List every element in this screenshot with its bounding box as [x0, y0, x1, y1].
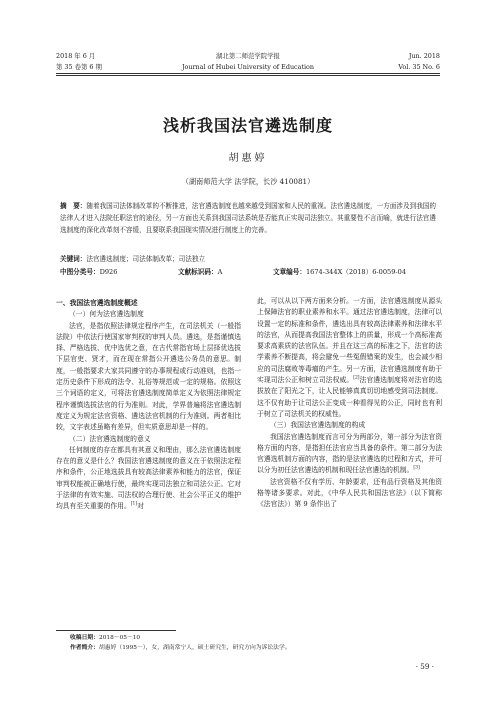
- doc-code-label: 文献标识码：: [178, 268, 218, 276]
- body-column-right: [257, 296, 442, 511]
- citation-ref: [2]: [353, 375, 360, 381]
- keywords: [60, 254, 436, 264]
- header-rule-top: [56, 73, 440, 74]
- body-paragraph: 法官资格不仅有学历、年龄要求，还有品行资格及其他资格等诸多要求。对此，《中华人民共和国法官法》（以下简称《法官法》）第 9 条作出了: [257, 477, 442, 509]
- header-journal-cn: 湖北第二师范学院学报: [216, 52, 280, 60]
- page-number: · 59 ·: [415, 662, 434, 671]
- citation-ref: [1]: [130, 502, 138, 508]
- footnote-author: [70, 644, 440, 653]
- header-volume-cn: 第 35 卷第 6 期: [56, 63, 102, 71]
- article-no-value: 1674-344X（2018）6-0059-04: [305, 268, 407, 276]
- abstract-text: 随着我国司法体制改革的不断推进，法官遴选制度也越来越受到国家和人民的重视。法官遴选制度，一方面涉及到我国的法律人才进入法院任职法官的途径，另一方面也关系到我国司法系统是否能真正实现司法独立。其重要性不言而喻，就进行法官遴选制度的深化改革刻不容缓，且要联系我国现实情况进行制度上的完善。: [60, 202, 437, 234]
- article-author: 胡惠婷: [228, 153, 268, 164]
- body-column-left: [56, 296, 241, 513]
- body-paragraph: [56, 445, 241, 513]
- citation-ref: [3]: [413, 466, 420, 472]
- body-paragraph: [257, 432, 442, 477]
- header-date-cn: 2018 年 6 月: [56, 52, 96, 60]
- article-title: 浅析我国法官遴选制度: [162, 116, 333, 135]
- body-paragraph: [257, 296, 442, 420]
- doc-code-value: A: [217, 268, 223, 276]
- received-label: 收稿日期：: [70, 635, 99, 641]
- section-heading: 一、我国法官遴选制度概述: [56, 299, 138, 307]
- subsection-heading: （一）何为法官遴选制度: [69, 310, 144, 319]
- keywords-label: 关键词：: [60, 255, 87, 263]
- keywords-text: 法官遴选制度；司法体制改革；司法独立: [86, 255, 206, 263]
- paragraph-text: 任何制度的存在都具有其意义和理由，那么法官遴选制度存在的意义是什么？我国法官遴选制度的意义在于依照法定程序和条件，公正地选拔具有较高法律素养和能力的法官，保证审判权能被正确地行使，最终实现司法独立和司法公正。它对于法律的有效实施、司法权的合理行使、社会公平正义的维护均具有至关重要的作用。: [56, 445, 241, 511]
- subsection-heading: （二）法官遴选制度的意义: [69, 434, 151, 443]
- paragraph-text: 我国法官遴选制度而言可分为两部分，第一部分为法官资格方面的内容，是指担任法官应当具备的条件。第二部分为法官遴选机制方面的内容，指的是法官遴选的过程和方式，并可以分为初任法官遴选的机制和现任法官遴选的机制。: [257, 432, 442, 475]
- paragraph-text: 对: [137, 502, 144, 511]
- header-volume-en: Vol. 35 No. 6: [398, 63, 440, 71]
- classification-line: [60, 267, 436, 277]
- abstract-label: 摘 要：: [60, 202, 87, 210]
- body-paragraph: 法官，是指依照法律规定程序产生，在司法机关（一般指法院）中依法行使国家审判权的审判人员。遴选，是指谨慎选择、严格选拔、优中选优之意，在古代常指官场上层择优选拔下层官吏、贤才，而在现在常指公开遴选公务员的意思。制度，一般指要求大家共同遵守的办事规程或行动准则，也指一定历史条件下形成的法令、礼俗等规范或一定的规格。依照这三个词语的定义，可将法官遴选制度简单定义为依照法律规定程序谨慎选拔法官的行为准则。对此，学界普遍将法官遴选制度定义为规定法官资格、遴选法官机制的行为准则。两者相比较，文字表述虽略有差异，但实质意思却是一样的。: [56, 321, 241, 432]
- paragraph-text: 此，可以从以下两方面来分析。一方面，法官遴选制度从源头上保障法官的职业素养和水平。通过法官遴选制度，法律可以设置一定的标准和条件，遴选出具有较高法律素养和法律水平的法官，从而提高我国法官整体上的质量，形成一个高标准高要求高素质的法官队伍。并且在这三高的标准之下，法官的法学素养不断提高，将会避免一些冤假错案的发生，也会减少相应的司法腐败等毒瘤的产生。另一方面，法官遴选制度有助于实现司法公正和树立司法权威。: [257, 297, 442, 385]
- footnote-received: [70, 634, 440, 643]
- author-info: 胡惠婷（1995－），女，湖南常宁人，硕士研究生，研究方向为诉讼法学。: [99, 645, 291, 651]
- clc-value: D926: [99, 268, 118, 276]
- subsection-heading: （三）我国法官遴选制度的构成: [270, 421, 366, 430]
- clc-label: 中图分类号：: [60, 268, 100, 276]
- header-journal-en: Journal of Hubei University of Education: [181, 63, 315, 71]
- author-info-label: 作者简介：: [70, 645, 99, 651]
- header-rule-bottom: [56, 75, 440, 76]
- received-date: 2018－05－10: [99, 635, 141, 641]
- article-no-label: 文章编号：: [273, 268, 306, 276]
- footnote-rule: [56, 630, 176, 631]
- abstract: [60, 200, 436, 236]
- paragraph-text: 法官遴选制度将对法官的选拔放在了阳光之下，让人民能够真真切切地感受到司法制度。这不仅有助于让司法公正变成一种看得见的公正，同时也有利于树立了司法机关的权威性。: [257, 376, 443, 418]
- author-affiliation: （湖南师范大学 法学院，长沙 410081）: [181, 177, 315, 186]
- header-date-en: Jun. 2018: [408, 52, 440, 60]
